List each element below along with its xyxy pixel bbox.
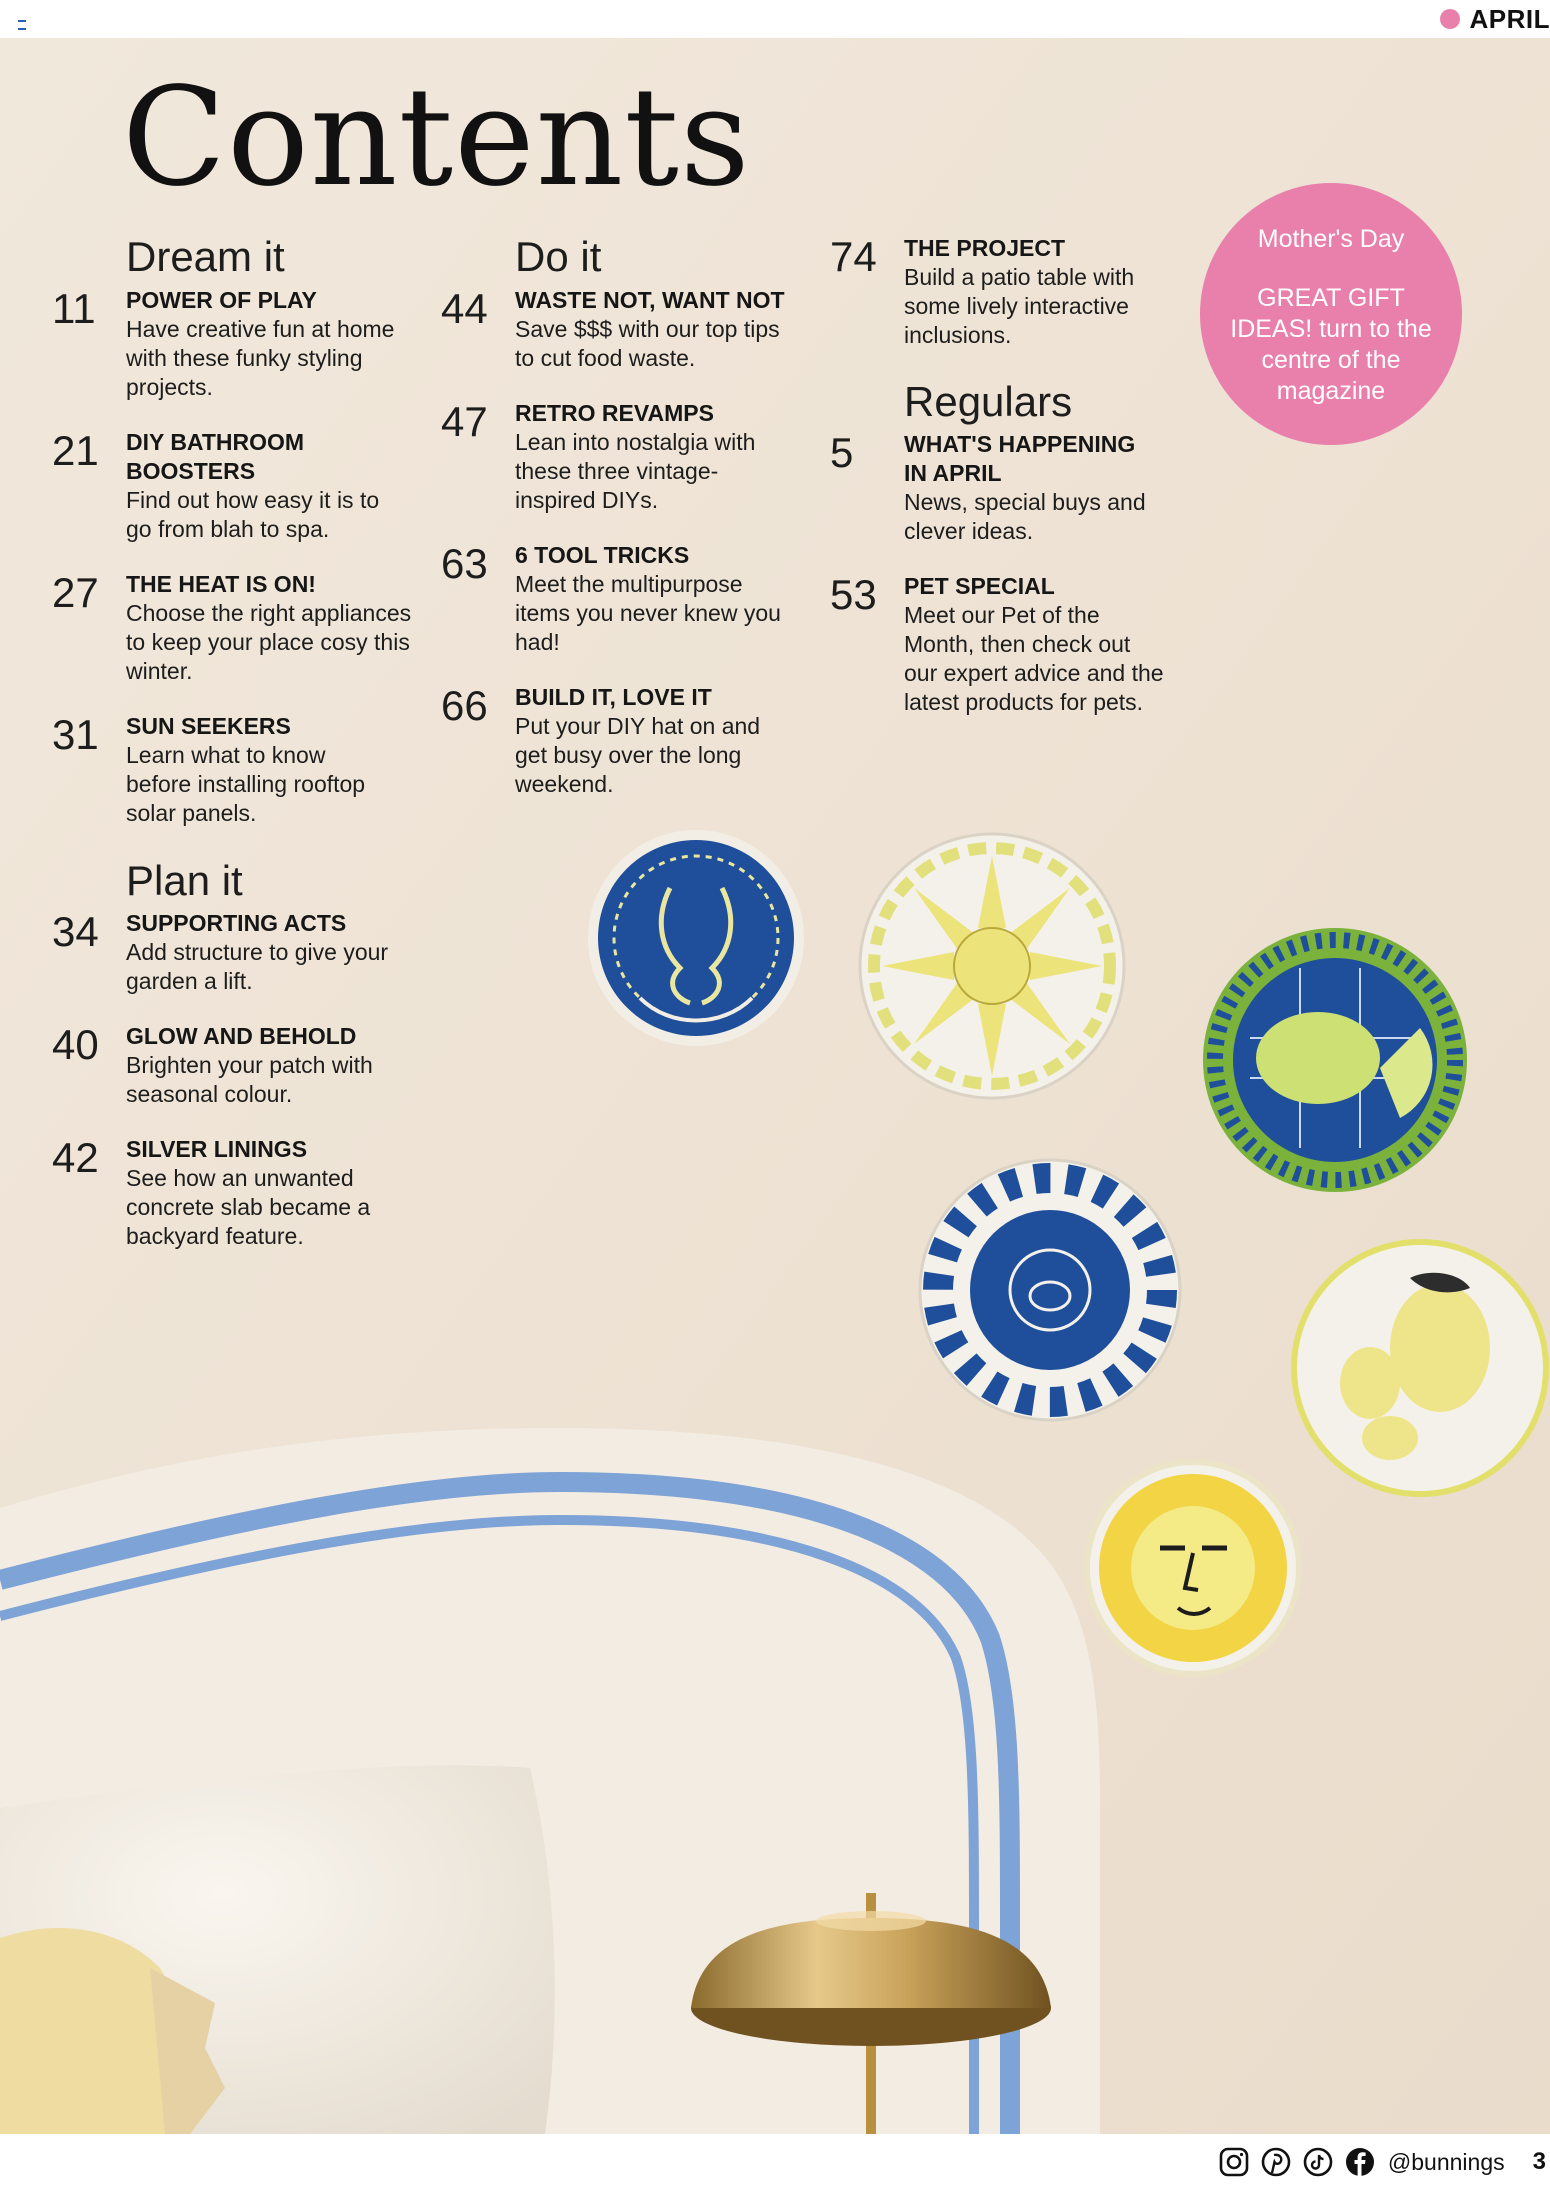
- mothers-day-badge[interactable]: [1200, 183, 1462, 445]
- badge-text: GREAT GIFT IDEAS! turn to the centre of the magazine: [1230, 284, 1432, 405]
- entry-title: GLOW AND BEHOLD: [126, 1023, 357, 1049]
- page-number: 31: [52, 711, 99, 758]
- page-title: Contents: [122, 59, 751, 217]
- contents-entry[interactable]: [52, 1134, 396, 1251]
- contents-entry[interactable]: [52, 1021, 386, 1109]
- entry-title: WASTE NOT, WANT NOT: [515, 287, 785, 313]
- entry-description: Build a patio table with some lively interactive inclusions.: [904, 264, 1135, 348]
- social-links: [1218, 2134, 1550, 2190]
- page-number: 42: [52, 1134, 99, 1181]
- section-heading-plan-it: Plan it: [126, 857, 243, 904]
- page-number: 5: [830, 429, 854, 476]
- contents-entry[interactable]: [441, 398, 785, 515]
- month-tag: [1440, 0, 1550, 38]
- page-number: 11: [52, 285, 96, 332]
- section-heading-regulars: Regulars: [904, 378, 1073, 425]
- contents-page-photo: [0, 38, 1550, 2134]
- entry-description: Have creative fun at home with these funky styling projects.: [126, 316, 395, 400]
- page-number-footer: 3: [1532, 2148, 1546, 2175]
- top-bar: [0, 0, 1550, 38]
- page-number: 44: [441, 285, 488, 332]
- entry-title: BUILD IT, LOVE IT: [515, 684, 712, 710]
- page-number: 66: [441, 682, 488, 729]
- entry-title: DIY BATHROOM BOOSTERS: [126, 429, 305, 484]
- entry-title: THE PROJECT: [904, 235, 1066, 261]
- page-number: 40: [52, 1021, 99, 1068]
- entry-title: SUPPORTING ACTS: [126, 910, 347, 936]
- entry-description: Save $$$ with our top tips to cut food waste.: [515, 316, 780, 371]
- contents-entry[interactable]: [441, 540, 785, 657]
- pink-dot-icon: [1440, 9, 1460, 29]
- entry-description: Add structure to give your garden a lift.: [126, 939, 389, 994]
- entry-title: SILVER LININGS: [126, 1136, 308, 1162]
- contents-entry[interactable]: [830, 233, 1164, 350]
- entry-title: SUN SEEKERS: [126, 713, 291, 739]
- entry-description: See how an unwanted concrete slab became a backyard feature.: [126, 1165, 371, 1249]
- section-heading-do-it: Do it: [515, 233, 602, 280]
- entry-title: 6 TOOL TRICKS: [515, 542, 690, 568]
- entry-title: RETRO REVAMPS: [515, 400, 714, 426]
- tiktok-icon[interactable]: [1302, 2146, 1334, 2178]
- contents-entry[interactable]: [52, 569, 416, 686]
- footer: [0, 2134, 1550, 2190]
- entry-title: WHAT'S HAPPENING IN APRIL: [904, 431, 1136, 486]
- entry-title: PET SPECIAL: [904, 573, 1055, 599]
- page-number: 21: [52, 427, 99, 474]
- badge-heading: Mother's Day: [1257, 225, 1405, 253]
- entry-description: Learn what to know before installing rooftop solar panels.: [126, 742, 366, 826]
- entry-description: Choose the right appliances to keep your place cosy this winter.: [126, 600, 412, 684]
- entry-description: Meet the multipurpose items you never knew you had!: [515, 571, 781, 655]
- contents-entry[interactable]: [52, 427, 406, 544]
- contents-entry[interactable]: [52, 285, 426, 402]
- section-heading-dream-it: Dream it: [126, 233, 285, 280]
- entry-description: Put your DIY hat on and get busy over the long weekend.: [515, 713, 761, 797]
- contents-entry[interactable]: [52, 908, 396, 996]
- entry-title: POWER OF PLAY: [126, 287, 317, 313]
- page-number: 63: [441, 540, 488, 587]
- entry-description: Lean into nostalgia with these three vintage-inspired DIYs.: [515, 429, 756, 513]
- equals-mark-icon: [18, 20, 26, 30]
- contents-entry[interactable]: [441, 682, 765, 799]
- entry-description: News, special buys and clever ideas.: [904, 489, 1146, 544]
- pinterest-icon[interactable]: [1260, 2146, 1292, 2178]
- page-number: 34: [52, 908, 99, 955]
- facebook-icon[interactable]: [1344, 2146, 1376, 2178]
- social-handle[interactable]: @bunnings: [1387, 2148, 1505, 2175]
- contents-entry[interactable]: [830, 429, 1154, 546]
- entry-description: Brighten your patch with seasonal colour.: [126, 1052, 373, 1107]
- contents-entry[interactable]: [441, 285, 805, 373]
- page-number: 53: [830, 571, 877, 618]
- instagram-icon[interactable]: [1218, 2146, 1250, 2178]
- entry-description: Meet our Pet of the Month, then check out our expert advice and the latest products for pets.: [904, 602, 1164, 715]
- page-number: 47: [441, 398, 488, 445]
- contents-entry[interactable]: [830, 571, 1164, 717]
- entry-description: Find out how easy it is to go from blah to spa.: [126, 487, 380, 542]
- contents-entry[interactable]: [52, 711, 386, 828]
- month-label: APRIL: [1469, 3, 1550, 34]
- page-number: 74: [830, 233, 877, 280]
- entry-title: THE HEAT IS ON!: [126, 571, 316, 597]
- page-number: 27: [52, 569, 99, 616]
